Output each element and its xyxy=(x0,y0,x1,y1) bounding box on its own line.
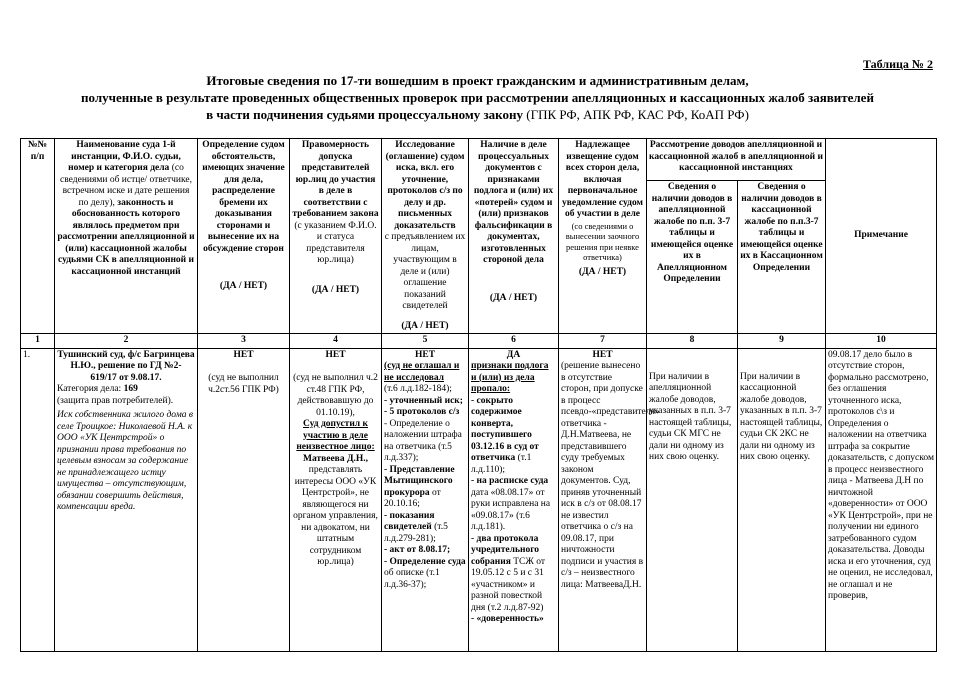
row-court-cell xyxy=(55,348,198,651)
table-row xyxy=(21,348,937,651)
row-examination-d: - Представление Мытищинского прокурора xyxy=(384,464,455,498)
header-court-normal: (со сведениями об истце/ ответчике, встречном иске и дате решения по делу), xyxy=(60,163,192,208)
row-notification-value: НЕТ xyxy=(592,349,613,360)
header-appeal-group: Рассмотрение доводов апелляционной и кассационной жалоб в апелляционной и кассационной инстанциях xyxy=(647,139,826,181)
row-category-label: Категория дела: xyxy=(57,384,124,394)
row-category-num: 169 xyxy=(123,384,138,394)
row-representatives-admit: Суд допустил к участию в деле неизвестное лицо: xyxy=(296,419,375,452)
index-cell: 3 xyxy=(198,334,290,349)
header-court-bold2: законность и обоснованность которого являлось предметом при рассмотрении апелляционной и (или) кассационной жалобы судьями СК в апелляционной и кассационной инстанций xyxy=(57,197,195,277)
index-cell: 6 xyxy=(469,334,559,349)
row-examination-d2: от 20.10.16; xyxy=(384,487,441,509)
header-circumstances-text: Определение судом обстоятельств, имеющих значение для дела, распределение бремени их доказывания сторонами и вынесение их на обсуждение сторон xyxy=(202,140,285,254)
header-examination-normal: с предъявлением их лицам, участвующим в деле и (или) оглашение показаний свидетелей xyxy=(384,232,466,311)
row-forgery-e: - «доверенность» xyxy=(471,614,544,624)
header-representatives-normal: (с указанием Ф.И.О. и статуса представителя юр.лица) xyxy=(294,220,377,265)
row-number: 1. xyxy=(21,348,55,651)
index-cell: 4 xyxy=(290,334,382,349)
row-forgery-lead: признаки подлога и (или) из дела пропало: xyxy=(471,361,549,394)
row-circumstances-text: (суд не выполнил ч.2ст.56 ГПК РФ) xyxy=(208,373,279,395)
title-line-2: полученные в результате проведенных общественных проверок при рассмотрении апелляционных и кассационных жалоб заявителей xyxy=(81,90,874,105)
row-examination-b: - уточненный иск; - 5 протоколов с/з xyxy=(384,395,463,417)
header-note: Примечание xyxy=(826,139,937,334)
header-cassation: Сведения о наличии доводов в кассационной жалобе по п.п.3-7 таблицы и имеющейся оценке их в Кассационном Определении xyxy=(738,181,826,334)
header-circumstances-yn: (ДА / НЕТ) xyxy=(219,281,268,291)
row-examination-g2: об описке (т.1 л.д.36-37); xyxy=(384,568,440,590)
row-forgery-value: ДА xyxy=(506,349,521,360)
row-forgery-d: - два протокола учредительного собрания xyxy=(471,533,540,567)
row-examination-value: НЕТ xyxy=(414,349,436,360)
title-line-3-normal: (ГПК РФ, АПК РФ, КАС РФ, КоАП РФ) xyxy=(522,107,749,122)
row-forgery-cell xyxy=(469,348,559,651)
row-category-note: (защита прав потребителей). xyxy=(57,395,174,406)
summary-table xyxy=(20,138,937,652)
title-line-3-bold: в части подчинения судьями процессуальному закону xyxy=(206,107,523,122)
row-examination-cell xyxy=(382,348,469,651)
row-examination-c: - Определение о наложении штрафа на ответчика (т.5 л.д.337); xyxy=(384,418,462,463)
header-examination-yn: (ДА / НЕТ) xyxy=(401,320,449,331)
row-forgery-b: 03.12.16 в суд от ответчика xyxy=(471,441,539,463)
header-forgery xyxy=(469,139,559,334)
header-representatives-bold: Правомерность допуска представителей юр.лиц до участия в деле в соответствии с требованием закона xyxy=(292,140,379,219)
row-representatives-person: Матвеева Д.Н., xyxy=(302,453,368,464)
row-forgery-d2: ТСЖ от 19.05.12 с 5 и с 31 «участником» и разной повесткой дня (т.2 л.д.87-92) xyxy=(471,556,546,613)
header-examination xyxy=(382,139,469,334)
row-examination-f: - акт от 8.08.17; xyxy=(384,545,451,555)
index-cell: 8 xyxy=(647,334,738,349)
row-representatives-text: (суд не выполнил ч.2 ст.48 ГПК РФ, действовавшую до 01.10.19), xyxy=(293,373,378,418)
index-cell: 10 xyxy=(826,334,937,349)
row-examination-lead: (суд не оглашал и не исследовал xyxy=(384,361,460,383)
header-representatives xyxy=(290,139,382,334)
row-forgery-c: - на расписке суда xyxy=(471,476,549,486)
row-cassation-text: При наличии в кассационной жалобе доводов, указанных в п.п. 3-7 настоящей таблицы, судьи СК 2КС не дали ни одному из них свою оценку. xyxy=(740,371,823,462)
header-examination-bold: Исследование (оглашение) судом иска, вкл. его уточнение, протоколов с/з по делу и др. письменных доказательств xyxy=(385,140,465,231)
row-forgery-a: - сокрыто содержимое конверта, поступившего xyxy=(471,395,532,440)
header-circumstances xyxy=(198,139,290,334)
row-examination-g: - Определение суда xyxy=(384,556,466,567)
header-appeal: Сведения о наличии доводов в апелляционной жалобе по п.п. 3-7 таблицы и имеющейся оценке их в Апелляционном Определении xyxy=(647,181,738,334)
row-circumstances-cell xyxy=(198,348,290,651)
header-num: №№ п/п xyxy=(21,139,55,334)
row-examination-a: (т.6 л.д.182-184); xyxy=(384,384,452,394)
row-cassation-cell xyxy=(738,348,826,651)
header-notification xyxy=(559,139,647,334)
header-court xyxy=(55,139,198,334)
index-cell: 2 xyxy=(55,334,198,349)
row-notification-text: (решение вынесено в отсутствие сторон, при допуске в процесс псевдо-«представителя» ответчика - Д.Н.Матвеева, не представившего суду требуемых законом документов. Суд, приняв уточненный иск в с/з от 08.08.17 не известил ответчика о с/з на 09.08.17, при ничтожности подписи и участия в с/з – неизвестного лица: МатвееваД.Н. xyxy=(561,361,660,590)
header-notification-bold: Надлежащее извещение судом всех сторон дела, включая первоначальное уведомление судом об участии в деле xyxy=(562,140,643,219)
index-cell: 7 xyxy=(559,334,647,349)
row-claim-text: Иск собственника жилого дома в селе Троицкое: Николаевой Н.А. к ООО «УК Центрстрой» о признании права требования по целевым взносам за содержание не принадлежащего истцу имущества – отсутствующим, обязании совершить действия, компенсации вреда. xyxy=(57,410,194,512)
row-appeal-cell xyxy=(647,348,738,651)
table-number-label: Таблица № 2 xyxy=(862,57,933,71)
title-line-1: Итоговые сведения по 17-ти вошедшим в проект гражданским и административным делам, xyxy=(206,73,749,88)
row-forgery-b2: (т.1 л.д.110); xyxy=(471,453,532,475)
row-representatives-value: НЕТ xyxy=(325,349,346,360)
header-court-bold: Наименование суда 1-й инстанции, Ф.И.О. судьи, номер и категория дела xyxy=(68,140,181,173)
column-index-row xyxy=(21,334,937,349)
header-row xyxy=(21,139,937,181)
header-representatives-yn: (ДА / НЕТ) xyxy=(311,284,360,295)
row-note-text: 09.08.17 дело было в отсутствие сторон, формально рассмотрено, без оглашения уточненного иска, протоколов с\з и Определения о наложении на ответчика штрафа за сокрытие доказательств, с допуском в процесс неизвестного лица - Матвеева Д.Н по ничтожной «доверенности» от ООО «УК Центрстрой», при не получении ни единого затребованного судом доказательства. Доводы иска и его уточнения, суд не оценил, не исследовал, не оглашал и не проверив, xyxy=(828,349,934,601)
header-forgery-text: Наличие в деле процессуальных документов с признаками подлога и (или) их «потерей» судом и (или) признаков фальсификации в документах, изготовленных стороной дела xyxy=(473,140,554,265)
row-examination-e2: (т.5 л.д.279-281); xyxy=(384,522,448,544)
index-cell: 5 xyxy=(382,334,469,349)
row-examination-e: - показания свидетелей xyxy=(384,510,435,532)
index-cell: 1 xyxy=(21,334,55,349)
row-forgery-c2: дата «08.08.17» от руки исправлена на «09.08.17» (т.6 л.д.181). xyxy=(471,487,551,532)
document-title xyxy=(0,72,955,123)
row-notification-cell xyxy=(559,348,660,651)
row-circumstances-value: НЕТ xyxy=(233,349,254,360)
row-representatives-rest: представлять интересы ООО «УК Центрстрой», не являющегося ни органом управления, ни адвокатом, ни штатным сотрудником юр.лица) xyxy=(293,465,378,567)
header-forgery-yn: (ДА / НЕТ) xyxy=(489,292,538,303)
row-court-name: Тушинский суд, ф/с Багринцева Н.Ю., решение по ГД №2- 619/17 от 9.08.17. xyxy=(57,349,195,383)
row-representatives-cell xyxy=(290,348,382,651)
header-notification-yn: (ДА / НЕТ) xyxy=(578,266,627,277)
header-notification-normal: (со сведениями о вынесении заочного решения при неявке ответчика) xyxy=(565,220,640,262)
title-line-3 xyxy=(0,106,955,123)
index-cell: 9 xyxy=(738,334,826,349)
row-appeal-text: При наличии в апелляционной жалобе доводов, указанных в п.п. 3-7 настоящей таблицы, судьи СК МГС не дали ни одному из них свою оценку. xyxy=(649,371,732,462)
row-note-cell xyxy=(826,348,937,651)
